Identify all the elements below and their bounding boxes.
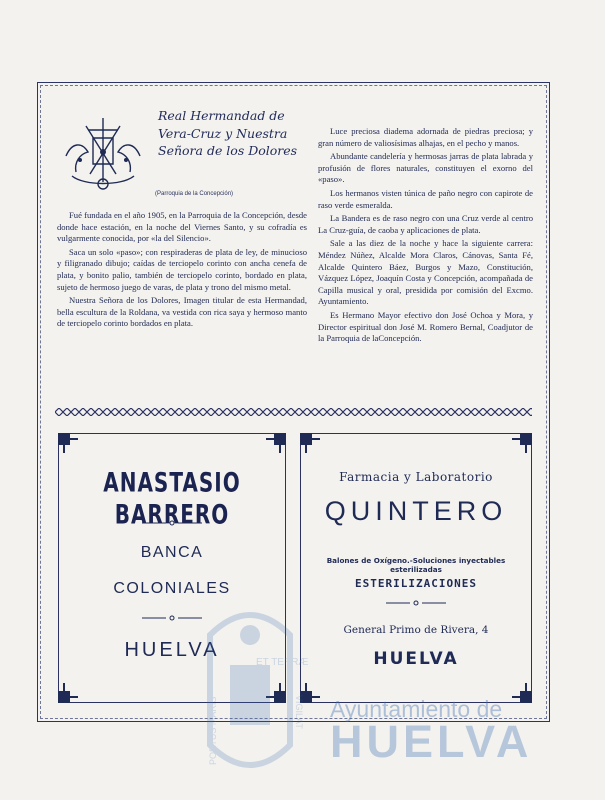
watermark-seal-top: ET TERRÆ: [256, 657, 309, 668]
paragraph: Es Hermano Mayor efectivo don José Ochoa y Mora, y Director espiritual don José M. Romero Bernal, Coadjutor de la Parroquia de laConcepción.: [318, 309, 533, 344]
paragraph: Fué fundada en el año 1905, en la Parroquia de la Concepción, desde donde hace estación, en la noche del Viernes Santo, y su cofradía es vulgarmente conocida, por «la del Silencio».: [57, 210, 307, 244]
ad-quintero-products: Balones de Oxígeno.-Soluciones inyectables esterilizadas: [326, 556, 506, 574]
paragraph: Saca un solo «paso»; con respiraderas de plata de ley, de minucioso y filigranado dibujo; caídas de terciopelo corinto con ancha cenefa de plata, y bonito palio, también de terciopelo corinto, bordado en plata, sujeto de hermoso juego de varas, de plata y trono del mismo metal.: [57, 246, 307, 292]
ad-quintero-address: General Primo de Rivera, 4: [343, 624, 489, 636]
paragraph: Los hermanos visten túnica de paño negro con capirote de raso verde esmeralda.: [318, 187, 533, 210]
corner-ornament-icon: [265, 432, 287, 454]
corner-ornament-icon: [57, 432, 79, 454]
corner-ornament-icon: [299, 432, 321, 454]
ad-barrero-line2: COLONIALES: [113, 580, 231, 597]
watermark-seal-left: PORTUS MARIS: [208, 696, 218, 765]
ad-quintero-header: Farmacia y Laboratorio: [339, 470, 493, 484]
article-subtitle: (Parroquia de la Concepción): [155, 191, 234, 197]
ornamental-divider: [55, 408, 532, 416]
small-divider: [142, 615, 202, 621]
watermark-seal-right: VIGILAT: [294, 695, 304, 729]
article-title: Real Hermandad de Vera-Cruz y Nuestra Señora de los Dolores: [158, 108, 298, 158]
ad-quintero-city: HUELVA: [373, 649, 459, 669]
ad-barrero-name: ANASTASIO BARRERO: [103, 465, 241, 531]
ad-quintero-tagline: ESTERILIZACIONES: [355, 577, 477, 590]
small-divider: [142, 520, 202, 526]
paragraph: Abundante candelería y hermosas jarras de plata labrada y profusión de flores naturales, constituyen el exorno del «paso».: [318, 151, 533, 185]
paragraph: Luce preciosa diadema adornada de piedras preciosa; y gran número de valiosísimas alhajas, en el pecho y manos.: [318, 126, 533, 148]
brotherhood-crest-icon: [58, 112, 148, 196]
ad-quintero-name: QUINTERO: [324, 496, 508, 526]
paragraph: Nuestra Señora de los Dolores, Imagen titular de esta Hermandad, bella escultura de la Roldana, va vestida con rica saya y hermoso manto de terciopelo corinto bordados en plata.: [57, 295, 307, 329]
ad-barrero-city: HUELVA: [124, 639, 220, 661]
article-right-column: [318, 126, 533, 347]
ad-barrero-line1: BANCA: [140, 544, 204, 561]
paragraph: Sale a las diez de la noche y hace la siguiente carrera: Méndez Núñez, Alcalde Mora Claros, Cánovas, Santa Fé, Alcalde Quintero Báez, Burgos y Mazo, Constitución, Vázquez López, Joaquín Costa y Concepción, acompañada de Capilla musical y oral, presidida por comisión del Excmo. Ayuntamiento.: [318, 238, 533, 307]
corner-ornament-icon: [511, 432, 533, 454]
watermark-line1: Ayuntamiento de: [330, 696, 503, 722]
corner-ornament-icon: [57, 682, 79, 704]
watermark-line2: HUELVA: [330, 716, 533, 767]
paragraph: La Bandera es de raso negro con una Cruz verde al centro La Cruz-guía, de caoba y aplicaciones de plata.: [318, 213, 533, 235]
article-left-column: [57, 210, 307, 332]
